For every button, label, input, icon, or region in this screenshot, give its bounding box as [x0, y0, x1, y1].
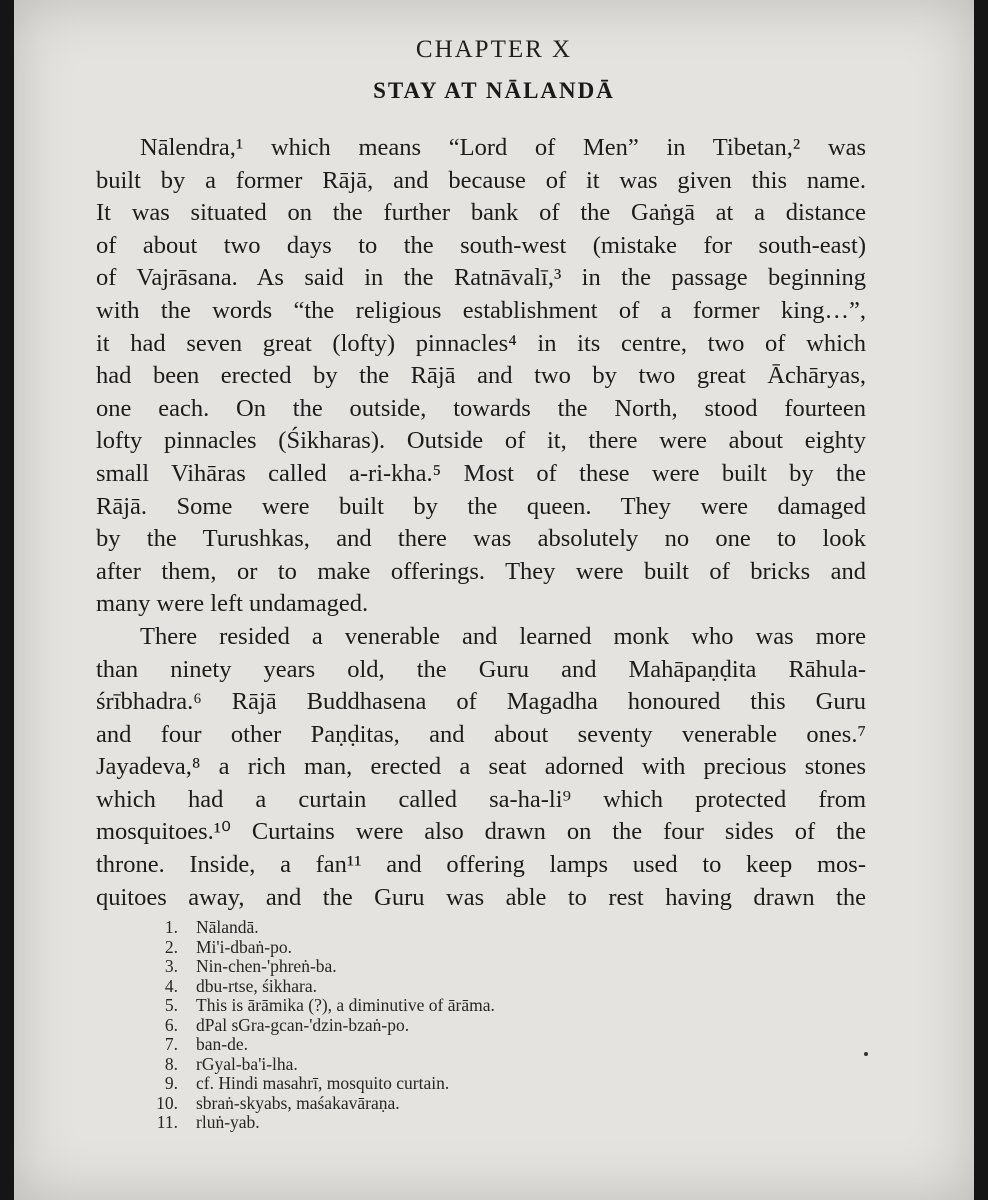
paragraph-1 — [96, 132, 866, 621]
footnote-text: sbraṅ-skyabs, maśakavāraṇa. — [196, 1092, 400, 1113]
text-line: than ninety years old, the Guru and Mahāpaṇḍita Rāhula- — [96, 655, 866, 683]
paragraph-2 — [96, 621, 866, 914]
footnote-text: dPal sGra-gcan-'dzin-bzaṅ-po. — [196, 1014, 410, 1035]
footnote-text: ban-de. — [196, 1034, 248, 1054]
footnote-text: rGyal-ba'i-lha. — [196, 1053, 298, 1074]
text-line: of Vajrāsana. As said in the Ratnāvalī,³ in the passage beginning — [96, 264, 866, 292]
footnote-number: 1. — [164, 917, 178, 937]
text-line: Rājā. Some were built by the queen. They were damaged — [96, 492, 866, 520]
footnote — [134, 977, 734, 997]
footnote — [134, 1113, 734, 1133]
text-line: of about two days to the south-west (mistake for south-east) — [96, 231, 866, 259]
footnote — [134, 996, 734, 1016]
footnotes — [134, 918, 734, 1133]
text-line: after them, or to make offerings. They were built of bricks and — [96, 557, 866, 585]
text-line: and four other Paṇḍitas, and about seventy venerable ones.⁷ — [96, 720, 866, 748]
text-line: small Vihāras called a-ri-kha.⁵ Most of these were built by the — [96, 459, 866, 487]
footnote-text: rluṅ-yab. — [196, 1112, 260, 1132]
text-line: There resided a venerable and learned monk who was more — [140, 622, 866, 650]
footnote — [134, 1035, 734, 1055]
footnote-number: 6. — [164, 1014, 178, 1035]
footnote-number: 2. — [164, 936, 178, 957]
text-line: throne. Inside, a fan¹¹ and offering lamps used to keep mos- — [96, 851, 866, 879]
text-line: by the Turushkas, and there was absolutely no one to look — [96, 525, 866, 553]
footnote — [134, 1055, 734, 1075]
text-line: with the words “the religious establishment of a former king…”, — [96, 296, 866, 324]
footnote — [134, 918, 734, 938]
book-page — [14, 0, 974, 1200]
footnote — [134, 1074, 734, 1094]
footnote — [134, 1094, 734, 1114]
text-line: had been erected by the Rājā and two by two great Āchāryas, — [96, 362, 866, 390]
text-line: It was situated on the further bank of the Gaṅgā at a distance — [96, 199, 866, 227]
footnote-number: 3. — [164, 956, 178, 976]
footnote-number: 4. — [164, 975, 178, 996]
footnote-text: Nālandā. — [196, 917, 259, 937]
text-line: śrībhadra.⁶ Rājā Buddhasena of Magadha honoured this Guru — [96, 688, 866, 716]
footnote-number: 5. — [164, 995, 178, 1015]
chapter-title: STAY AT NĀLANDĀ — [373, 78, 615, 103]
text-line: built by a former Rājā, and because of it was given this name. — [96, 166, 866, 194]
text-line: it had seven great (lofty) pinnacles⁴ in its centre, two of which — [96, 329, 866, 357]
footnote-number: 9. — [164, 1073, 178, 1093]
footnote-text: Mi'i-dbaṅ-po. — [196, 936, 292, 957]
footnote-text: cf. Hindi masahrī, mosquito curtain. — [196, 1073, 450, 1093]
footnote-number: 10. — [156, 1092, 178, 1113]
text-line: lofty pinnacles (Śikharas). Outside of it, there were about eighty — [96, 427, 866, 455]
footnote-number: 11. — [156, 1112, 178, 1132]
footnote-number: 8. — [164, 1053, 178, 1074]
chapter-number: CHAPTER X — [415, 36, 573, 63]
text-line: Jayadeva,⁸ a rich man, erected a seat adorned with precious stones — [96, 753, 866, 781]
footnote-text: This is ārāmika (?), a diminutive of ārāma. — [196, 995, 495, 1015]
footnote — [134, 1016, 734, 1036]
text-line: mosquitoes.¹⁰ Curtains were also drawn on the four sides of the — [96, 818, 866, 846]
footnote-text: Nin-chen-'phreṅ-ba. — [196, 956, 337, 976]
text-line: quitoes away, and the Guru was able to rest having drawn the — [96, 883, 866, 911]
footnote — [134, 938, 734, 958]
footnote-number: 7. — [164, 1034, 178, 1054]
text-line: one each. On the outside, towards the North, stood fourteen — [96, 394, 866, 422]
page-speck — [864, 1052, 868, 1056]
footnote — [134, 957, 734, 977]
text-line: which had a curtain called sa-ha-li⁹ which protected from — [96, 785, 866, 813]
text-line: Nālendra,¹ which means “Lord of Men” in Tibetan,² was — [140, 134, 866, 161]
body-text — [96, 132, 866, 914]
text-line: many were left undamaged. — [96, 590, 369, 618]
footnote-text: dbu-rtse, śikhara. — [196, 975, 318, 996]
